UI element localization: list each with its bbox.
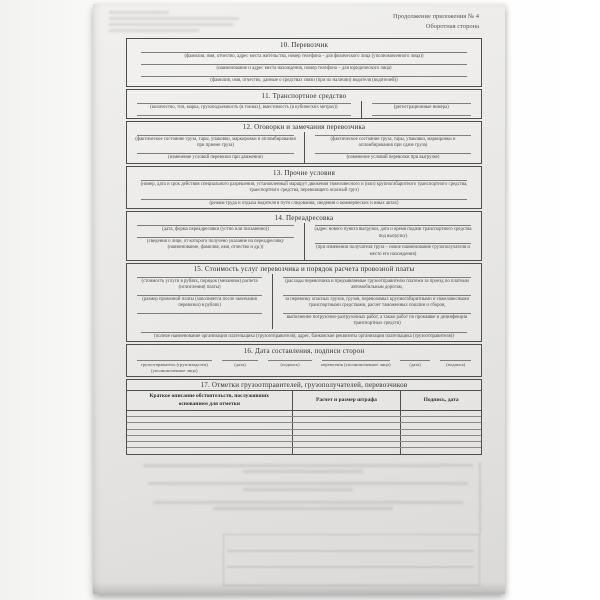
service-cost-cell [127, 274, 272, 329]
remarks-on-delivery-cell [304, 132, 481, 163]
bleed-through [243, 488, 353, 491]
section-title: 13. Прочие условия [273, 168, 335, 177]
section-title: 12. Оговорки и замечания перевозчика [242, 123, 366, 132]
field-caption: за перевозку опасных грузов, грузов, перевозимых крупногабаритными и тяжеловесными транспортными средствами, расчет таможенных пошлин и сборов, [285, 296, 470, 308]
section-12-carrier-remarks [126, 121, 482, 164]
bleed-through [243, 470, 363, 473]
write-in-line [137, 313, 262, 314]
field-caption: перевозчик (уполномоченное лицо) [320, 361, 391, 367]
signature-line [222, 360, 259, 361]
section-17-notes [126, 379, 482, 455]
write-in-line [315, 153, 471, 154]
registration-numbers-cell [361, 101, 481, 118]
bleed-through [479, 462, 481, 534]
section-11-vehicle [126, 89, 482, 119]
section-title: 16. Дата составления, подписи сторон [243, 346, 365, 355]
field-caption: (расходы перевозчика и предъявляемые грузоотправителю платежи за проезд по платным автомобильным дорогам, [285, 278, 469, 291]
bleed-through [227, 550, 474, 552]
carrier-signature-field [320, 360, 392, 374]
section-15-carriage-cost [126, 263, 482, 343]
column-header: Подпись, дата [400, 391, 481, 409]
write-in-line [283, 277, 471, 278]
field-caption: (подпись) [280, 361, 300, 367]
section-title: 14. Переадресовка [274, 213, 334, 222]
section-13-other-conditions [126, 166, 482, 209]
write-in-line [137, 115, 351, 116]
write-in-line [315, 135, 471, 136]
table-empty-row [127, 448, 481, 453]
carrier-sign-field [438, 360, 473, 374]
write-in-line [141, 52, 467, 53]
write-in-line [137, 237, 294, 238]
field-caption: (фактическое состояние груза, тары, упаковки, маркировки и опломбирования при сдаче груза) [330, 136, 456, 149]
field-caption: (фактическое состояние груза, тары, упаковки, маркировки и опломбирования при приеме груза) [135, 136, 296, 149]
write-in-line [141, 332, 467, 333]
signature-line [440, 360, 471, 361]
waybill-reverse-form [126, 38, 482, 455]
signature-line [322, 360, 390, 361]
write-in-line [137, 103, 351, 104]
field-caption: (фамилия, имя, отчество, адрес места жительства, номер телефона – для физического лица (уполномоченного лица)) [184, 54, 424, 59]
bleed-through [109, 23, 234, 26]
section-10-carrier [126, 38, 482, 87]
write-in-line [283, 313, 471, 314]
column-header: Краткое описание обстоятельств, послуживших основанием для отметки [149, 393, 270, 407]
appendix-continuation-label: Продолжение приложения № 4 [393, 13, 479, 20]
write-in-line [137, 153, 294, 154]
remarks-on-loading-cell [127, 132, 304, 163]
field-caption: (наименование и адрес места нахождения, номер телефона – для юридического лица) [216, 66, 392, 72]
redirection-form-cell [127, 223, 304, 260]
section-14-redirection [126, 211, 482, 260]
field-caption: (изменение условий перевозки при выгрузке) [346, 154, 440, 160]
write-in-line [137, 277, 262, 278]
field-caption: (фамилия, имя, отчество, данные о средствах связи (при их наличии) водителя (водителей)) [210, 78, 398, 84]
section-title: 17. Отметки грузоотправителей, грузополучателей, перевозчиков [200, 381, 408, 390]
write-in-line [137, 295, 262, 296]
section-title: 11. Транспортное средство [261, 91, 347, 100]
field-caption: (сведения о лице, от которого получено указание на переадресовку (наименование, фамилия, имя, отчество и др.)) [146, 239, 285, 251]
field-caption: (количество, тип, марка, грузоподъемность (в тоннах), вместимость (в кубических метрах)) [150, 105, 338, 111]
payer-details-caption: (полное наименование организации плательщика (грузоотправителя), адрес, банковские реквизиты организации плательщика (грузоотправителя)) [154, 333, 454, 339]
bleed-through [109, 11, 169, 14]
section-16-signatures [126, 344, 482, 376]
write-in-line [137, 225, 294, 226]
signature-line [137, 360, 212, 361]
field-caption: (регистрационные номера) [393, 105, 449, 111]
field-caption: грузоотправитель (грузовладелец) (уполномоченное лицо) [140, 361, 208, 373]
field-caption: (дата, форма переадресовки (устно или письменно)) [162, 227, 269, 233]
write-in-line [137, 135, 294, 136]
field-caption: выполнение погрузочно-разгрузочных работ, а также работ по промывке и дезинфекции транспортных средств) [286, 314, 468, 326]
notes-table-header [127, 391, 481, 410]
field-caption: (изменение условий перевозки при движении) [168, 154, 263, 160]
bleed-through [143, 464, 473, 467]
bleed-through [109, 29, 199, 32]
field-caption: (дата) [234, 361, 246, 367]
shipper-sign-field [266, 360, 313, 374]
write-in-line [372, 115, 471, 116]
carrier-expenses-cell [272, 274, 481, 329]
field-caption: (дата) [409, 361, 421, 367]
vehicle-description-cell [127, 101, 361, 118]
field-caption: (стоимость услуги в рублях, порядок (механизм) расчета (исчисления) платы) [141, 278, 258, 291]
page-corner-header [393, 12, 479, 33]
field-caption: (при изменении получателя груза – новое наименование грузополучателя и место его нахождения) [316, 245, 470, 257]
field-caption: (подпись) [446, 361, 466, 367]
write-in-line [141, 76, 467, 77]
write-in-line [141, 64, 467, 65]
write-in-line [372, 103, 471, 104]
field-caption: (режим труда и отдыха водителя в пути следования, сведения о коммерческих и иных актах) [209, 200, 399, 206]
section-title: 10. Перевозчик [279, 40, 329, 49]
field-caption: (размер провозной платы (заполняется после окончания перевозки) в рублях) [142, 296, 257, 308]
write-in-line [315, 225, 471, 226]
section-title: 15. Стоимость услуг перевозчика и порядок расчета провозной платы [193, 265, 415, 274]
bleed-through [213, 507, 393, 510]
bleed-through [109, 17, 239, 20]
carrier-date-field [398, 360, 433, 374]
new-unloading-point-cell [304, 223, 481, 260]
shipper-signature-field [135, 360, 214, 374]
bleed-through [227, 566, 474, 568]
signature-line [400, 360, 431, 361]
field-caption: (номер, дата и срок действия специального разрешения, установленный маршрут движения тяжеловесного и (или) крупногабаритного транспортного средства, транспортного средства, перевозящего опасный груз) [140, 182, 468, 194]
write-in-line [283, 295, 471, 296]
reverse-side-label: Оборотная сторона [425, 23, 479, 31]
shipper-date-field [220, 360, 261, 374]
page-curl-shadow [93, 582, 505, 594]
write-in-line [315, 243, 471, 244]
signature-line [268, 360, 311, 361]
write-in-line [141, 199, 467, 200]
field-caption: (адрес нового пункта выгрузки, дата и время подачи транспортного средства под выгрузку) [314, 227, 472, 239]
write-in-line [141, 180, 467, 181]
scanned-form-page [93, 4, 505, 594]
bleed-through [148, 482, 468, 485]
column-header: Расчет и размер штрафа [292, 391, 401, 409]
notes-table-rows [127, 411, 481, 454]
bleed-through [153, 501, 463, 504]
bleed-through-table-outline [223, 534, 480, 586]
notes-table [127, 390, 481, 453]
